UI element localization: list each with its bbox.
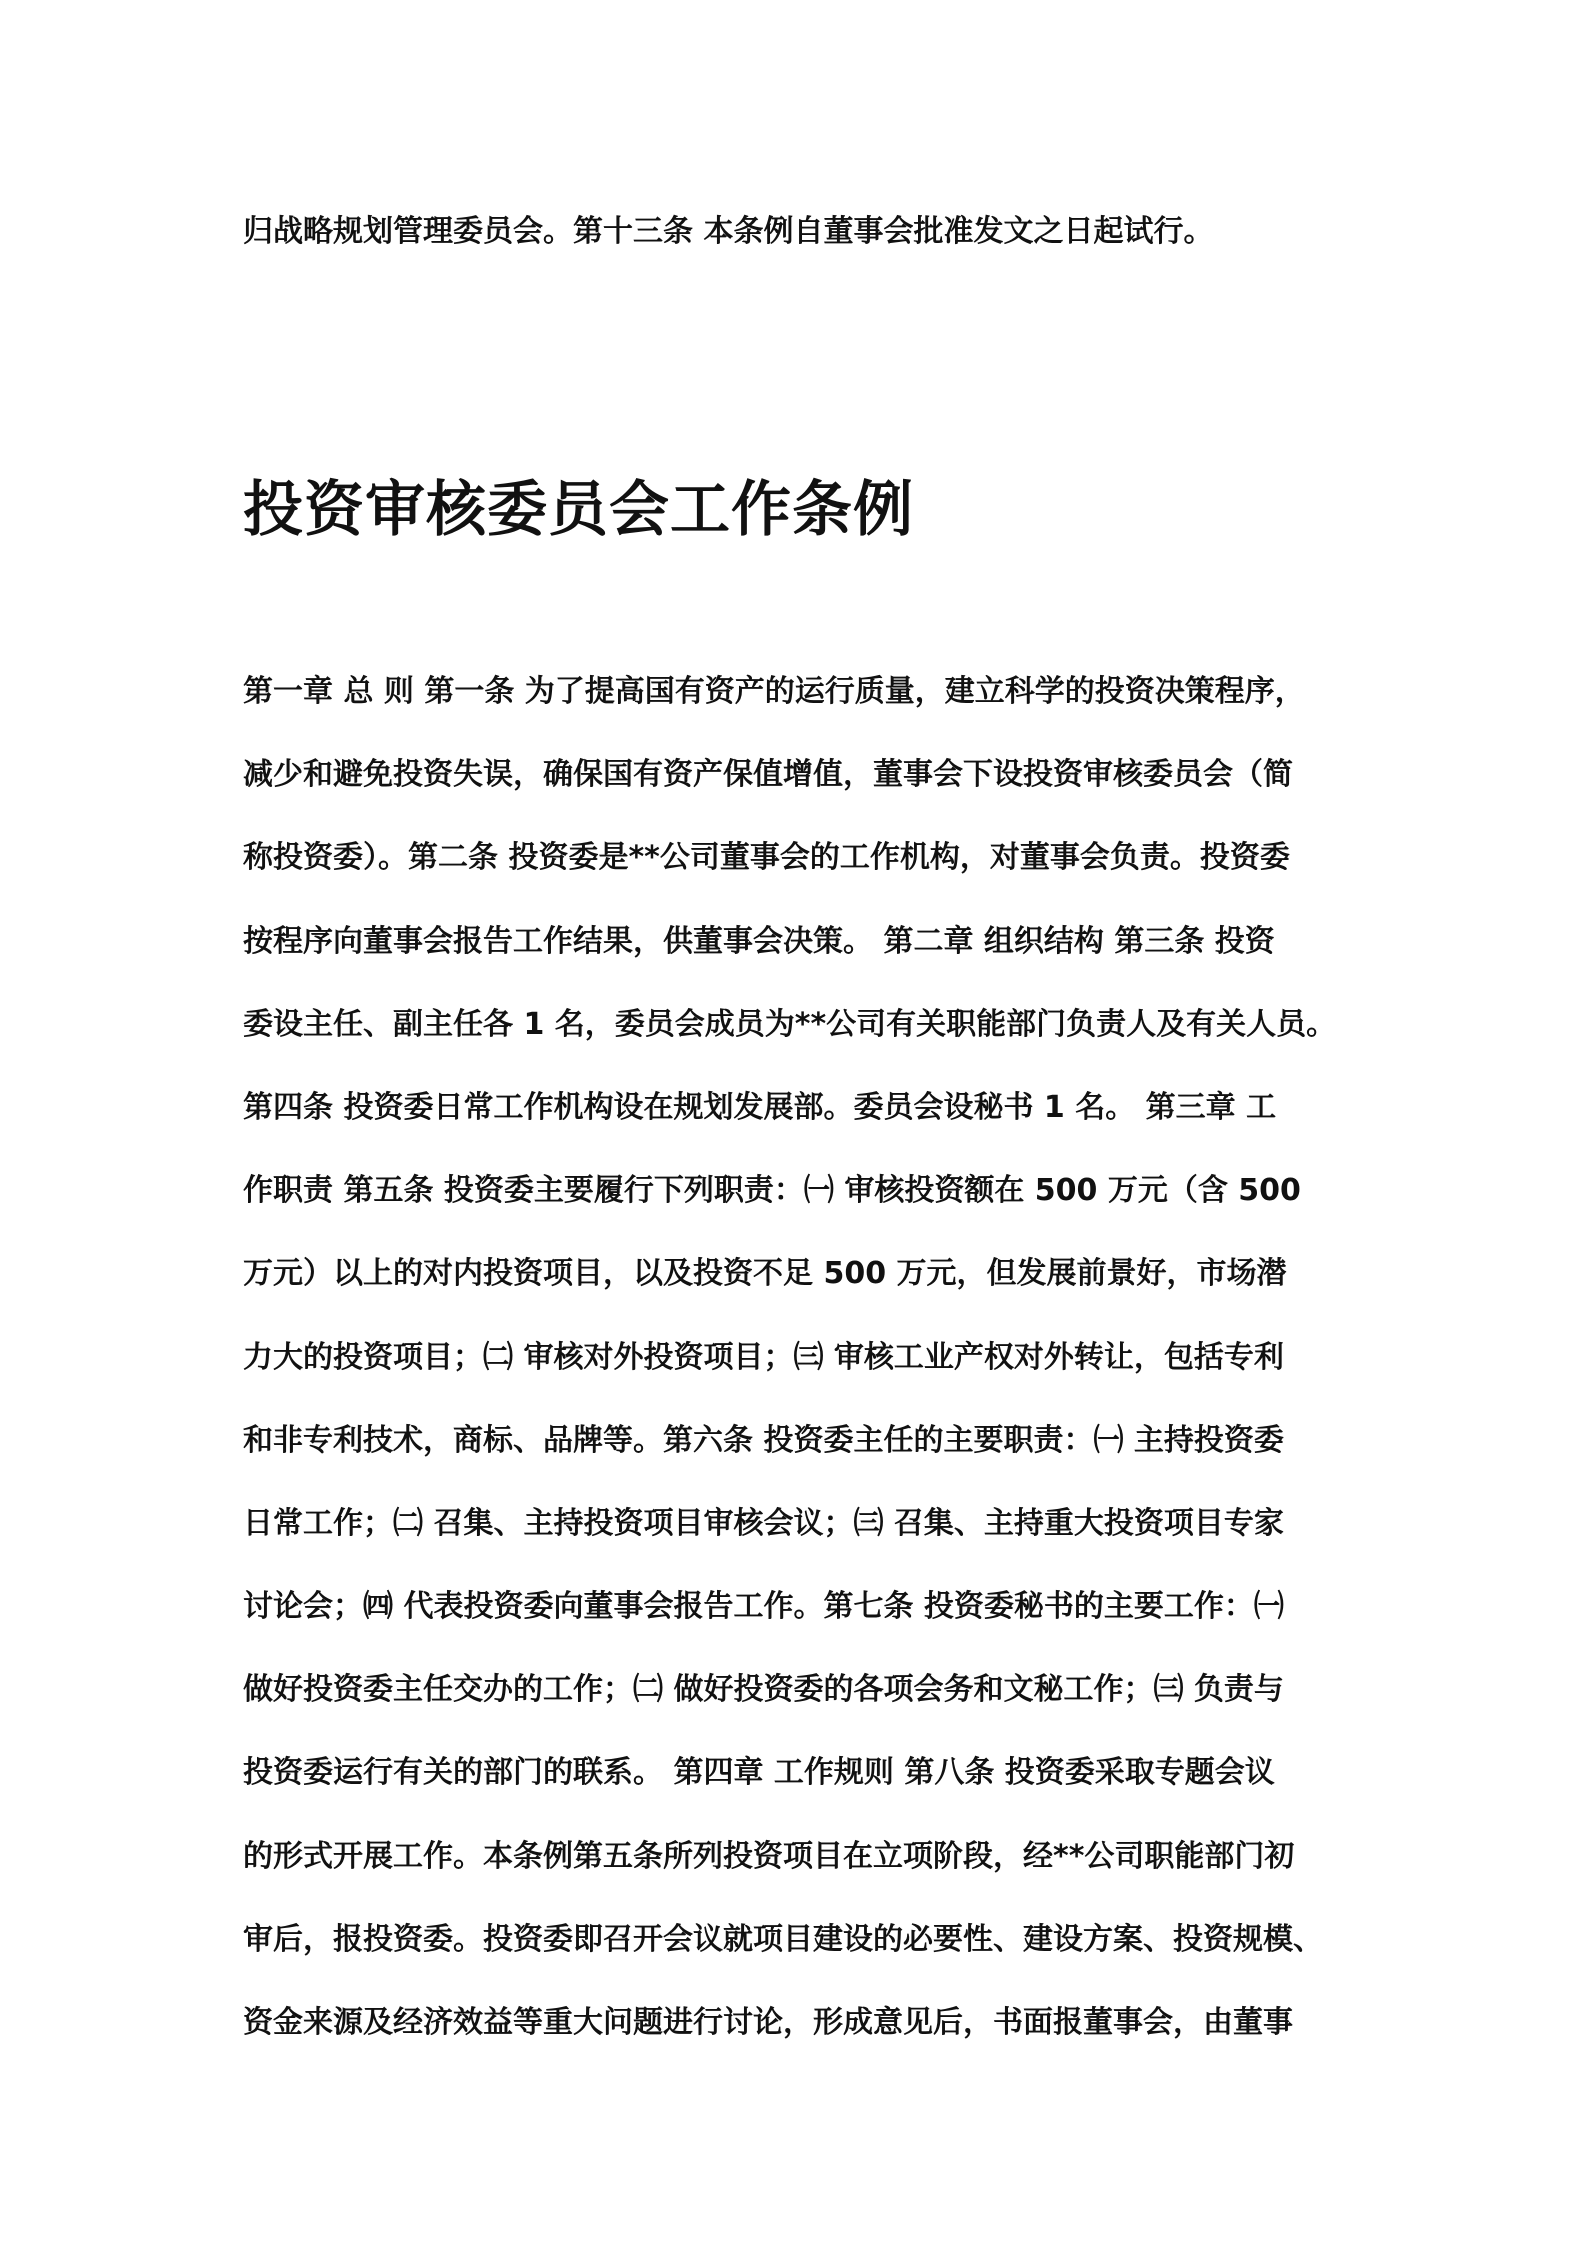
body-line: 称投资委）。第二条 投资委是**公司董事会的工作机构，对董事会负责。投资委 — [243, 840, 1290, 876]
body-line: 资金来源及经济效益等重大问题进行讨论，形成意见后，书面报董事会，由董事 — [243, 2005, 1293, 2040]
body-line: 按程序向董事会报告工作结果，供董事会决策。 第二章 组织结构 第三条 投资 — [243, 923, 1275, 959]
body-line: 力大的投资项目；㈡ 审核对外投资项目；㈢ 审核工业产权对外转让，包括专利 — [243, 1339, 1284, 1375]
body-line: 投资委运行有关的部门的联系。 第四章 工作规则 第八条 投资委采取专题会议 — [243, 1755, 1275, 1791]
body-line: 万元）以上的对内投资项目，以及投资不足 500 万元，但发展前景好，市场潜 — [243, 1256, 1287, 1292]
body-line: 审后，报投资委。投资委即召开会议就项目建设的必要性、建设方案、投资规模、 — [243, 1921, 1323, 1957]
body-line: 讨论会；㈣ 代表投资委向董事会报告工作。第七条 投资委秘书的主要工作：㈠ — [243, 1589, 1284, 1625]
document-body — [243, 670, 1353, 2084]
body-line: 和非专利技术，商标、品牌等。第六条 投资委主任的主要职责：㈠ 主持投资委 — [243, 1422, 1284, 1458]
body-line: 作职责 第五条 投资委主要履行下列职责：㈠ 审核投资额在 500 万元（含 500 — [243, 1173, 1301, 1209]
body-line: 日常工作；㈡ 召集、主持投资项目审核会议；㈢ 召集、主持重大投资项目专家 — [243, 1505, 1284, 1541]
document-title: 投资审核委员会工作条例 — [243, 475, 914, 545]
body-line: 做好投资委主任交办的工作；㈡ 做好投资委的各项会务和文秘工作；㈢ 负责与 — [243, 1672, 1284, 1708]
body-line: 第四条 投资委日常工作机构设在规划发展部。委员会设秘书 1 名。 第三章 工 — [243, 1089, 1277, 1125]
body-line: 第一章 总 则 第一条 为了提高国有资产的运行质量，建立科学的投资决策程序， — [243, 674, 1305, 709]
body-line: 委设主任、副主任各 1 名，委员会成员为**公司有关职能部门负责人及有关人员。 — [243, 1006, 1337, 1042]
continuation-text: 归战略规划管理委员会。第十三条 本条例自董事会批准发文之日起试行。 — [243, 214, 1214, 249]
body-line: 的形式开展工作。本条例第五条所列投资项目在立项阶段，经**公司职能部门初 — [243, 1838, 1295, 1874]
body-line: 减少和避免投资失误，确保国有资产保值增值，董事会下设投资审核委员会（简 — [243, 757, 1293, 793]
